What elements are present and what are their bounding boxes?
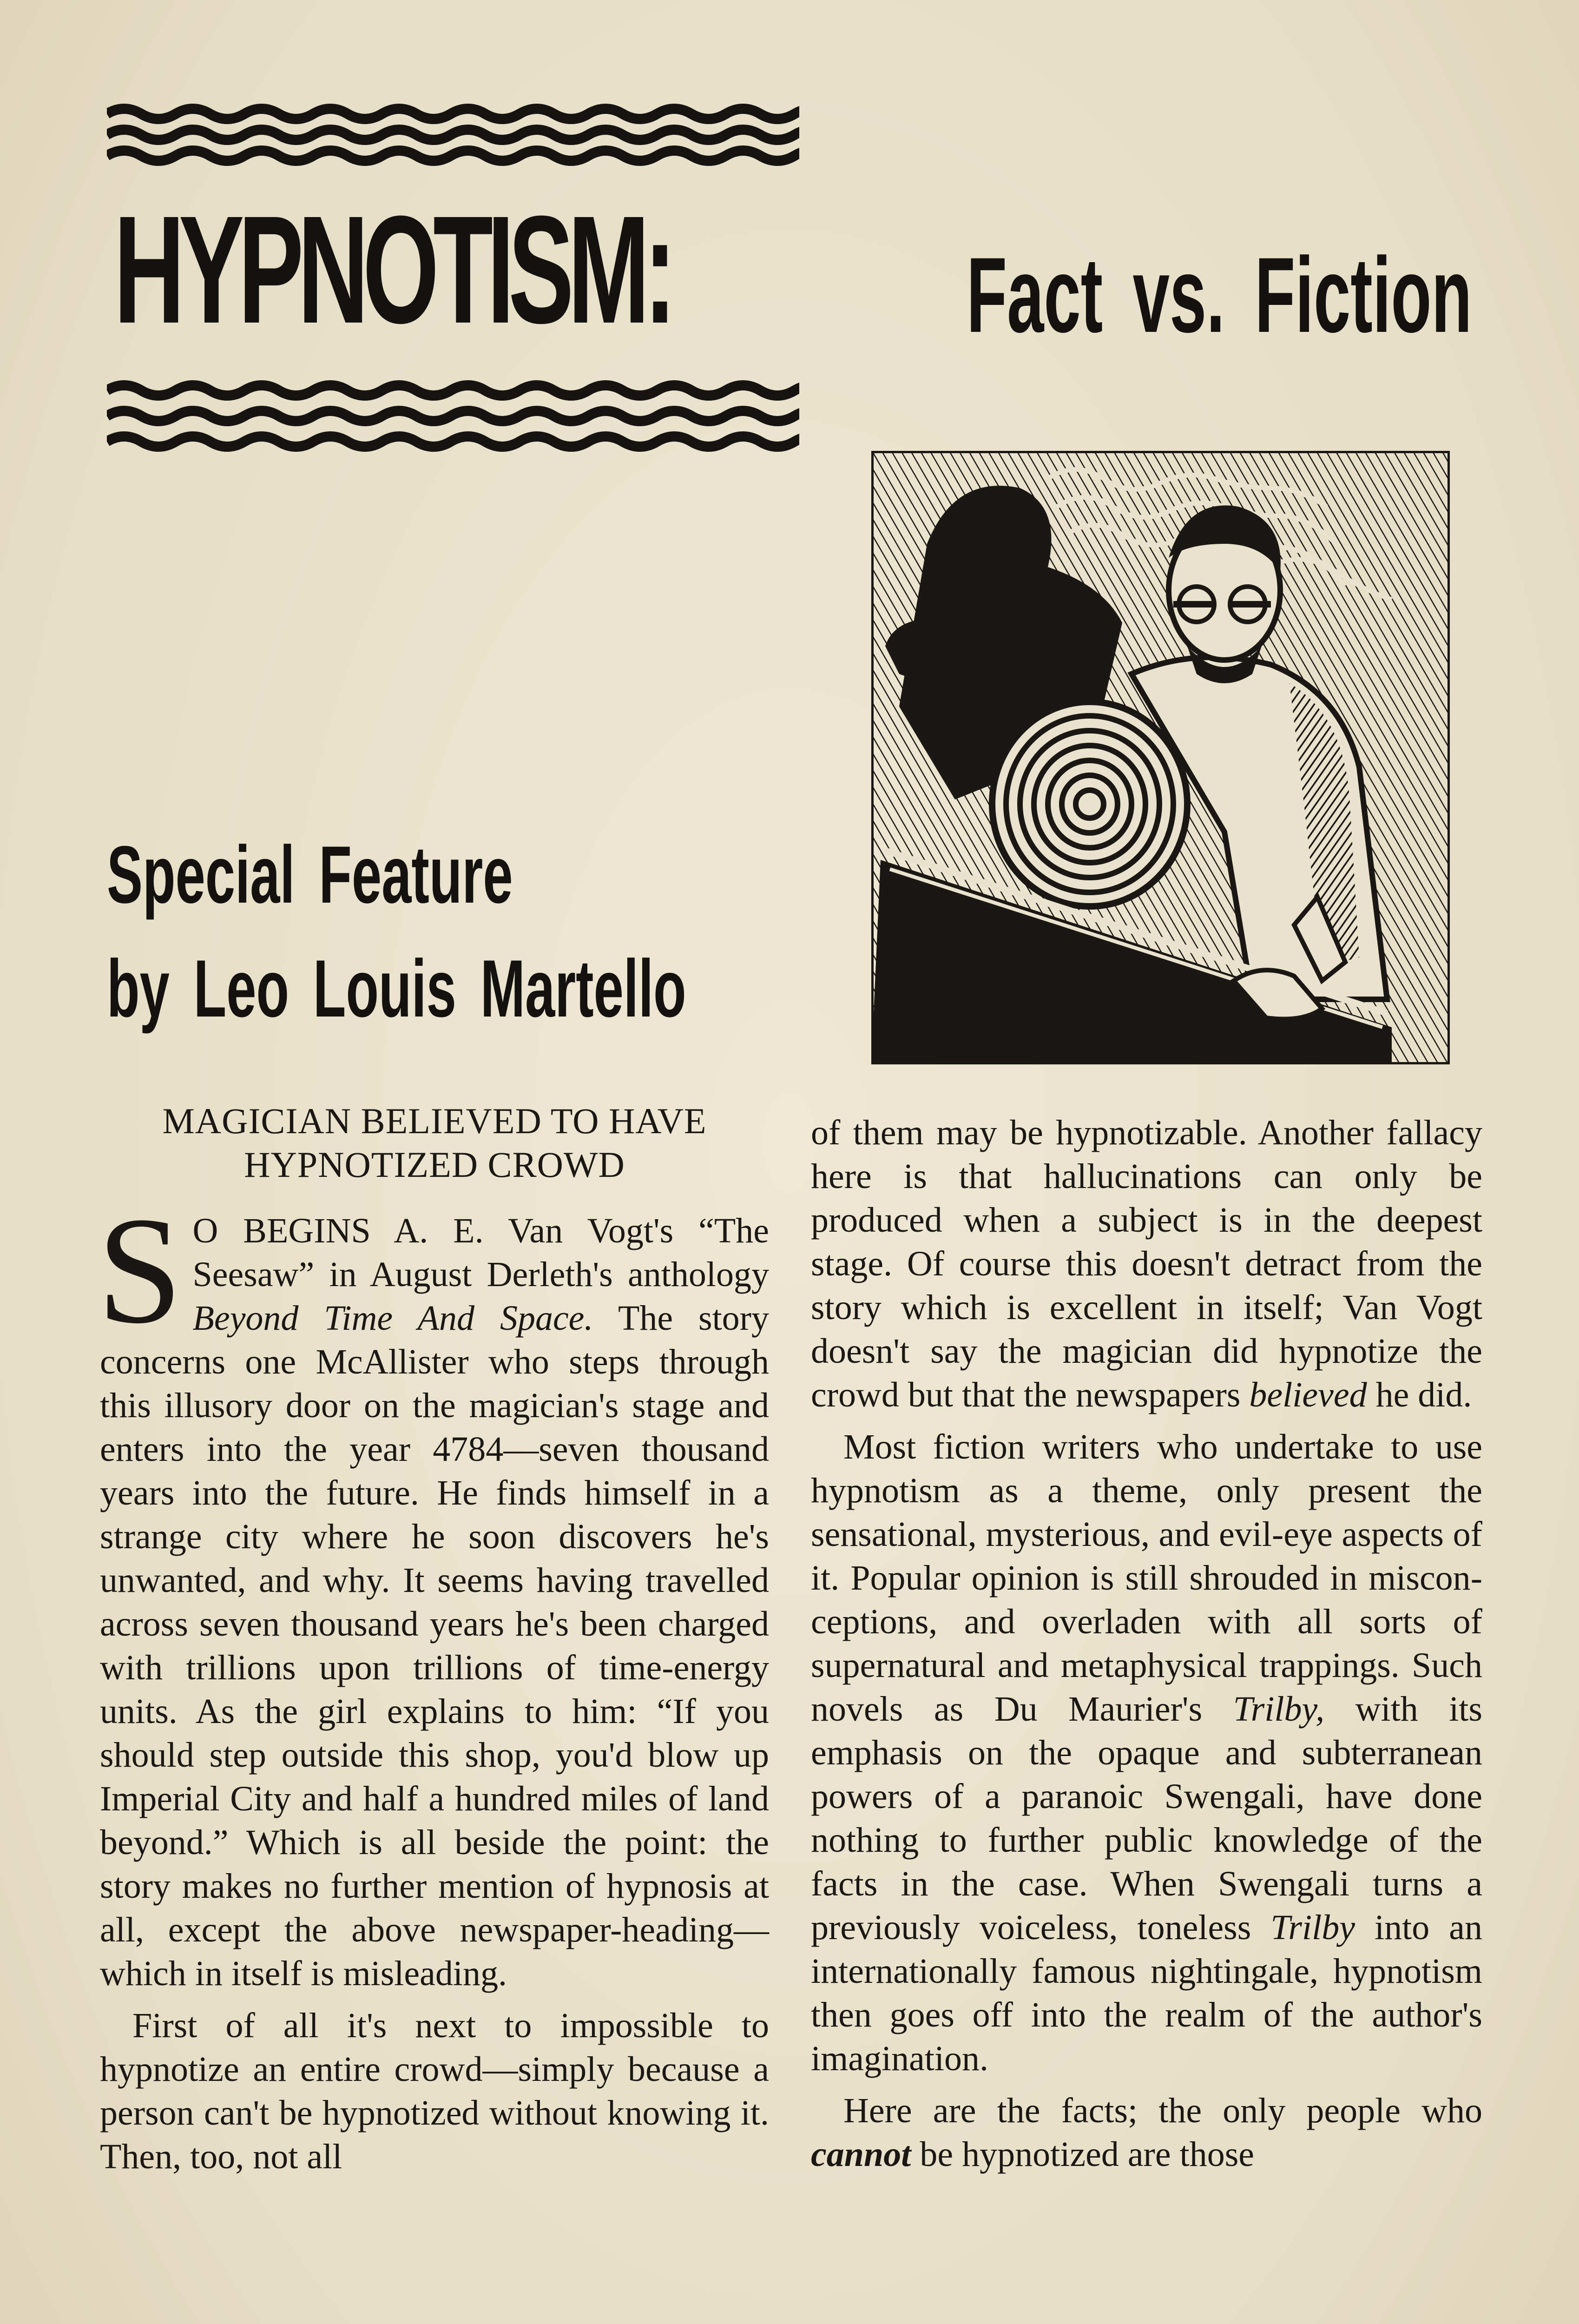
drop-cap: S — [97, 1186, 183, 1355]
book-title: Beyond Time And Space. — [192, 1299, 593, 1338]
emphasis-cannot: cannot — [811, 2135, 911, 2174]
paragraph-4-text: Most fiction writers who undertake to use hypnotism as a theme, only present the sensational, mysterious, and evil-eye aspects of it. Popular opinion is still shrouded in misconceptions, and overladen with all sorts of supernatural and metaphysical trappings. Such novels as Du Maurier's — [811, 1427, 1482, 1729]
left-column — [97, 1099, 769, 2179]
paragraph-4-end: into an internationally famous nightingale, hypnotism then goes off into the realm of the author's imagination. — [811, 1908, 1482, 2078]
paragraph-3-text: of them may be hypnotizable. Another fallacy here is that hallucinations can only be produced when a subject is in the deepest stage. Of course this doesn't detract from the story which is excellent in itself; Van Vogt doesn't say the magician did hypnotize the crowd but that the newspapers — [811, 1113, 1482, 1414]
paragraph-5-end: be hypnotized are those — [911, 2135, 1255, 2174]
feature-label: Special Feature — [107, 830, 513, 920]
paragraph-1-lead: O BEGINS A. E. Van Vogt's “The Seesaw” in August Derleth's anthology — [192, 1211, 769, 1294]
feature-byline — [107, 818, 686, 1046]
paragraph-5-text: Here are the facts; the only people who — [843, 2091, 1482, 2130]
paragraph-1 — [97, 1186, 769, 1995]
wavy-rule-bottom — [107, 376, 799, 469]
emphasis-trilby: Trilby, — [1233, 1690, 1325, 1729]
paragraph-3-end: he did. — [1367, 1375, 1472, 1414]
hypnotist-illustration — [871, 451, 1450, 1064]
paragraph-1-rest: The story concerns one McAllister who steps through this illusory door on the magician's stage and enters into the year 4784—seven thousand years into the future. He finds himself in a strange city where he soon discovers he's unwanted, and why. It seems having travelled across seven thousand years he's been charged with trillions upon trillions of time-energy units. As the girl explains to him: “If you should step outside this shop, you'd blow up Imperial City and half a hundred miles of land beyond.” Which is all beside the point: the story makes no further mention of hypnosis at all, except the above newspaper-heading—which in itself is misleading. — [100, 1299, 769, 1993]
emphasis-trilby-2: Trilby — [1270, 1908, 1355, 1947]
subheadline: Fact vs. Fiction — [967, 235, 1472, 355]
paragraph-4-middle: with its emphasis on the opaque and subterranean powers of a paranoic Swengali, have done nothing to further public knowledge of the facts in the case. When Swengali turns a previously voiceless, toneless — [811, 1690, 1482, 1947]
author-byline: by Leo Louis Martello — [107, 944, 686, 1034]
wavy-rule-top — [107, 100, 799, 170]
newspaper-heading: MAGICIAN BELIEVED TO HAVE HYPNOTIZED CROWD — [162, 1101, 707, 1185]
paragraph-3 — [811, 1111, 1482, 1417]
headline: HYPNOTISM: — [114, 184, 671, 355]
paragraph-4 — [811, 1425, 1482, 2080]
paragraph-2: First of all it's next to impossible to hypnotize an entire crowd—simply because a person can't be hypnotized without knowing it. Then, too, not all — [100, 2006, 769, 2176]
right-column — [811, 1111, 1482, 2176]
emphasis-believed: believed — [1249, 1375, 1367, 1414]
paragraph-5 — [811, 2089, 1482, 2176]
